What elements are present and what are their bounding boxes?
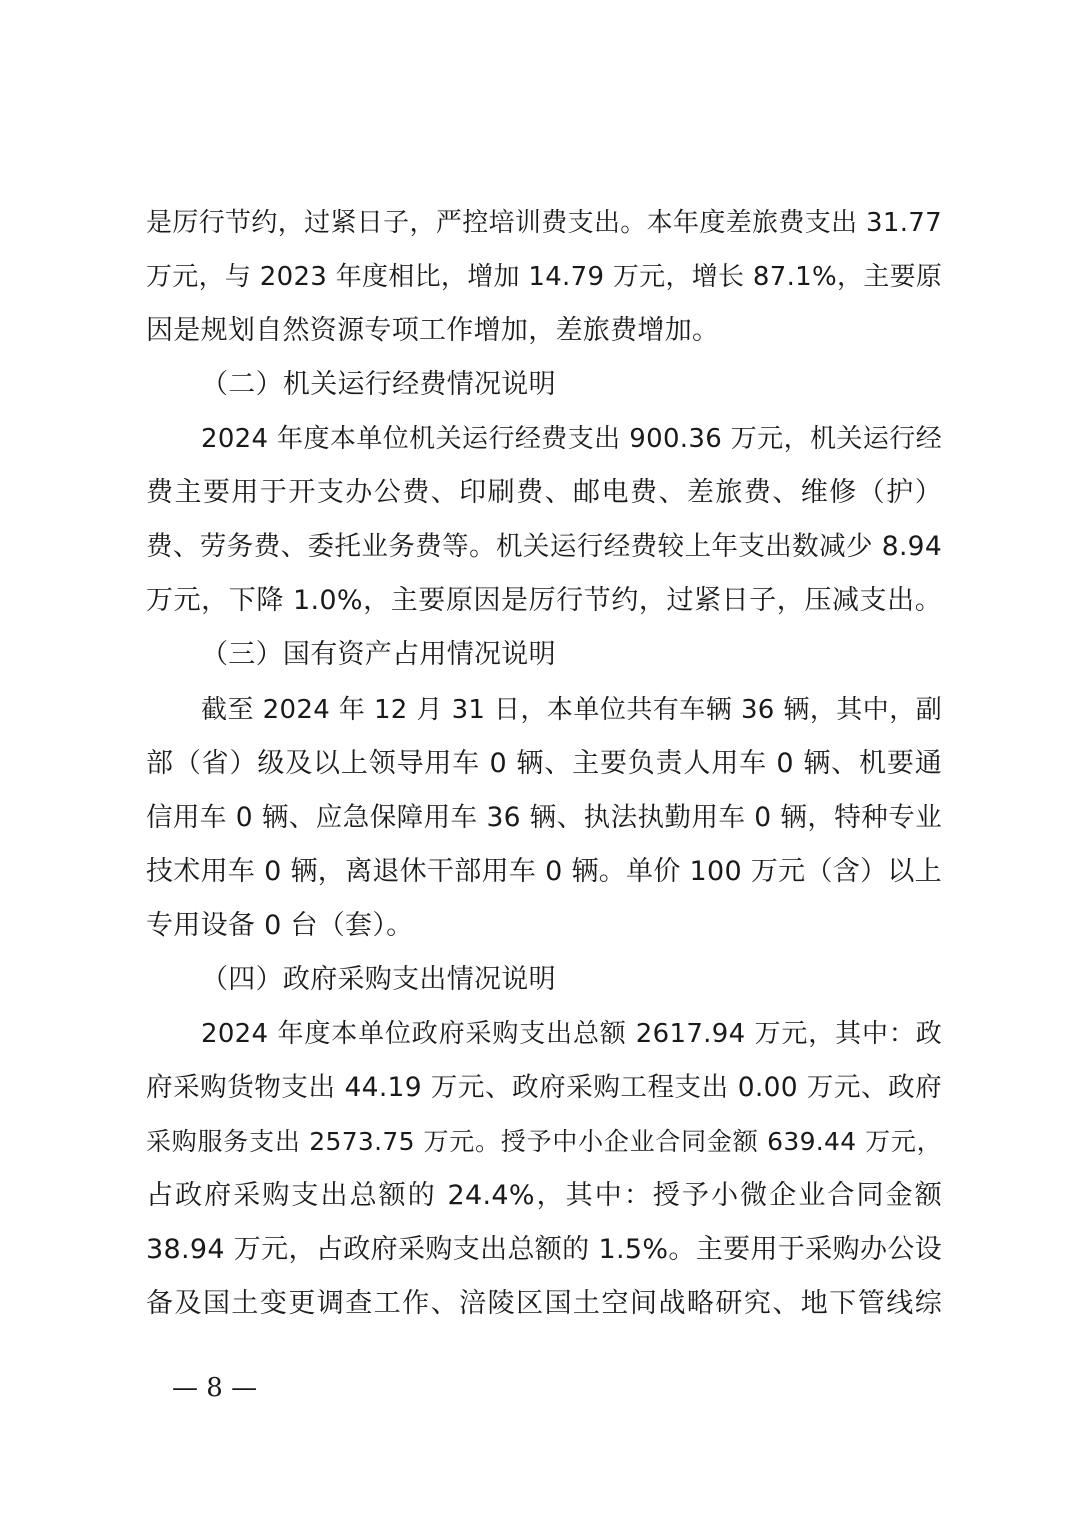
body-text-line: 是厉行节约，过紧日子，严控培训费支出。本年度差旅费支出 31.77 — [146, 208, 942, 238]
body-text-line: 因是规划自然资源专项工作增加，差旅费增加。 — [146, 315, 720, 346]
body-text-line: 备及国土变更调查工作、涪陵区国土空间战略研究、地下管线综 — [146, 1288, 942, 1319]
body-text-line: 费主要用于开支办公费、印刷费、邮电费、差旅费、维修（护） — [146, 477, 942, 508]
body-text-line: 府采购货物支出 44.19 万元、政府采购工程支出 0.00 万元、政府 — [146, 1072, 942, 1103]
section-heading: （二）机关运行经费情况说明 — [201, 369, 556, 400]
body-text-line: 占政府采购支出总额的 24.4%，其中：授予小微企业合同金额 — [146, 1180, 942, 1211]
body-text-line: 2024 年度本单位政府采购支出总额 2617.94 万元，其中：政 — [201, 1019, 942, 1049]
body-text-line: 技术用车 0 辆，离退休干部用车 0 辆。单价 100 万元（含）以上 — [146, 856, 942, 887]
body-text-line: 万元，与 2023 年度相比，增加 14.79 万元，增长 87.1%，主要原 — [146, 262, 943, 292]
body-text-line: 万元，下降 1.0%，主要原因是厉行节约，过紧日子，压减支出。 — [146, 585, 942, 616]
section-heading: （四）政府采购支出情况说明 — [201, 964, 556, 995]
body-text-line: 费、劳务费、委托业务费等。机关运行经费较上年支出数减少 8.94 — [146, 531, 942, 562]
body-text-line: 信用车 0 辆、应急保障用车 36 辆、执法执勤用车 0 辆，特种专业 — [146, 802, 942, 833]
body-text-line: 2024 年度本单位机关运行经费支出 900.36 万元，机关运行经 — [201, 424, 942, 454]
page-number: — 8 — — [172, 1373, 258, 1403]
body-text-line: 截至 2024 年 12 月 31 日，本单位共有车辆 36 辆，其中，副 — [201, 695, 942, 725]
body-text-line: 部（省）级及以上领导用车 0 辆、主要负责人用车 0 辆、机要通 — [146, 748, 942, 779]
section-heading: （三）国有资产占用情况说明 — [201, 639, 556, 670]
body-text-line: 采购服务支出 2573.75 万元。授予中小企业合同金额 639.44 万元， — [146, 1127, 942, 1156]
body-text-line: 38.94 万元，占政府采购支出总额的 1.5%。主要用于采购办公设 — [146, 1234, 942, 1265]
body-text-line: 专用设备 0 台（套）。 — [146, 910, 414, 941]
